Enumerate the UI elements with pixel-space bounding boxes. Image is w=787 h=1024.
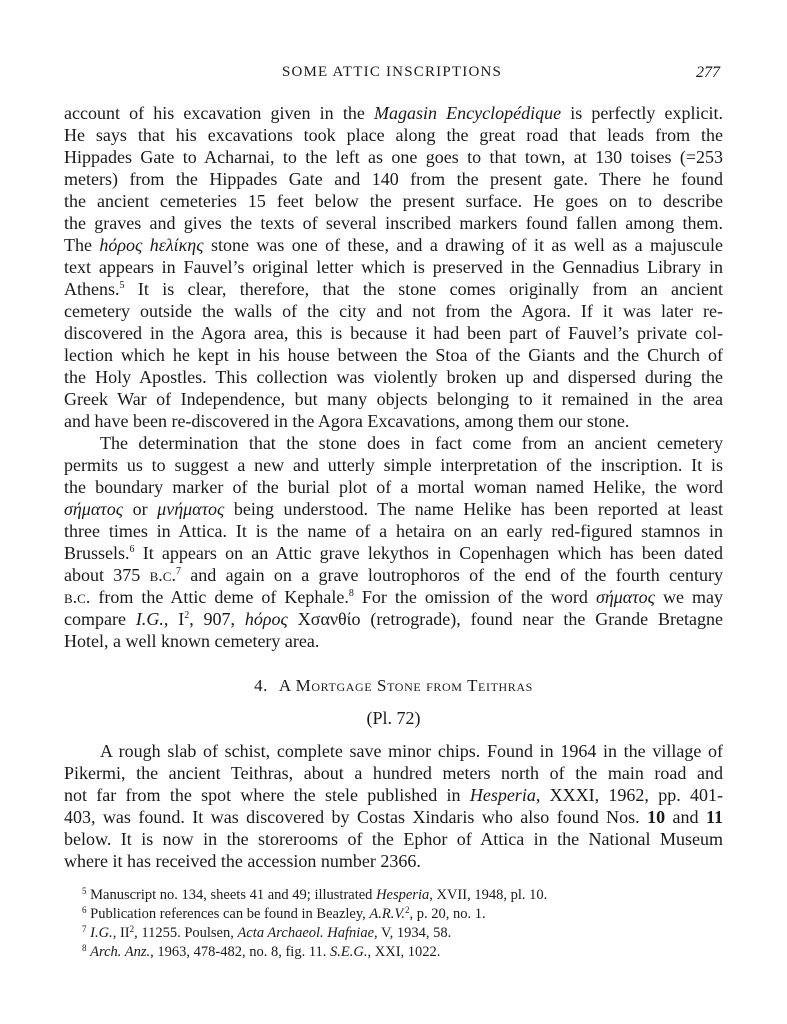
- text-line: [64, 762, 723, 784]
- italic-run: μνήματος: [157, 499, 225, 519]
- text-line: [64, 432, 723, 454]
- text-run: below. It is now in the storerooms of the Ephor of Attica in the National Museum: [64, 829, 723, 849]
- text-line: [64, 498, 723, 520]
- text-run: stone was one of these, and a drawing of it as well as a majuscule: [203, 235, 724, 255]
- plate-reference: (Pl. 72): [366, 708, 421, 728]
- text-line: [64, 564, 723, 586]
- footnote-ref: 7: [175, 566, 181, 577]
- text-line: [64, 124, 723, 146]
- text-line: [64, 388, 723, 410]
- text-run: permits us to suggest a new and utterly simple interpretation of the inscription. It is: [64, 455, 723, 475]
- text-run: Hippades Gate to Acharnai, to the left as one goes to that town, at 130 toises (=253: [64, 147, 723, 167]
- text-line: [64, 806, 723, 828]
- text-run: and have been re-discovered in the Agora Excavations, among them our stone.: [64, 411, 630, 431]
- text-line: [64, 168, 723, 190]
- text-run: being understood. The name Helike has been reported at least: [224, 499, 723, 519]
- text-run: It is clear, therefore, that the stone comes originally from an ancient: [124, 279, 723, 299]
- italic-run: I.G.: [90, 925, 113, 941]
- text-line: [64, 608, 723, 630]
- small-caps-run: b.c.: [64, 587, 91, 607]
- italic-run: Hesperia: [469, 785, 536, 805]
- text-line: [64, 784, 723, 806]
- text-run: the boundary marker of the burial plot of a mortal woman named Helike, the word: [64, 477, 723, 497]
- text-run: Manuscript no. 134, sheets 41 and 49; illustrated: [86, 887, 377, 903]
- text-line: [64, 828, 723, 850]
- text-run: It appears on an Attic grave lekythos in Copenhagen which has been dated: [134, 543, 723, 563]
- running-head: [64, 64, 720, 86]
- text-run: Greek War of Independence, but many objects belonging to it remained in the area: [64, 389, 723, 409]
- italic-run: A.R.V.: [369, 906, 405, 922]
- footnote-ref: 6: [82, 905, 87, 915]
- footnote-ref: 2: [404, 905, 410, 915]
- text-line: [64, 102, 723, 124]
- footnote: [82, 905, 722, 924]
- text-line: [64, 300, 723, 322]
- text-line: [64, 278, 723, 300]
- footnote-ref: 5: [82, 886, 87, 896]
- italic-run: hόρος: [244, 609, 288, 629]
- text-run: meters) from the Hippades Gate and 140 from the present gate. There he found: [64, 169, 723, 189]
- footnote: [82, 943, 722, 962]
- text-line: [64, 850, 723, 872]
- italic-run: I.G.: [135, 609, 164, 629]
- text-line: [64, 454, 723, 476]
- footnotes: [82, 886, 722, 962]
- text-run: , 11255. Poulsen,: [134, 925, 238, 941]
- section-number: 4.: [254, 676, 269, 695]
- text-run: , I: [163, 609, 185, 629]
- footnote: [82, 886, 722, 905]
- text-run: three times in Attica. It is the name of a hetaira on an early red-figured stamnos in: [64, 521, 723, 541]
- text-run: the ancient cemeteries 15 feet below the present surface. He goes on to describe: [64, 191, 723, 211]
- text-run: The determination that the stone does in fact come from an ancient cemetery: [100, 433, 723, 453]
- text-run: the Holy Apostles. This collection was violently broken up and dispersed during the: [64, 367, 723, 387]
- footnote-ref: 7: [82, 924, 87, 934]
- text-run: cemetery outside the walls of the city and not from the Agora. If it was later re-: [64, 301, 723, 321]
- paragraph-2: [64, 432, 723, 652]
- text-run: , V, 1934, 58.: [374, 925, 452, 941]
- text-run: compare: [64, 609, 136, 629]
- text-run: and again on a grave loutrophoros of the end of the fourth century: [180, 565, 723, 585]
- text-run: The: [64, 235, 100, 255]
- footnote-ref: 2: [129, 924, 135, 934]
- italic-run: Magasin Encyclopédique: [373, 103, 562, 123]
- text-run: Hotel, a well known cemetery area.: [64, 631, 320, 651]
- text-run: or: [123, 499, 158, 519]
- text-run: text appears in Fauvel’s original letter which is preserved in the Gennadius Library in: [64, 257, 723, 277]
- text-line: [64, 410, 723, 432]
- text-run: account of his excavation given in the: [64, 103, 374, 123]
- bold-run: 11: [705, 807, 723, 827]
- text-run: lection which he kept in his house between the Stoa of the Giants and the Church of: [64, 345, 723, 365]
- text-line: [64, 520, 723, 542]
- text-run: Brussels.: [64, 543, 130, 563]
- text-run: , II: [112, 925, 130, 941]
- text-run: the graves and gives the texts of several inscribed markers found fallen among them.: [64, 213, 723, 233]
- text-line: [64, 630, 723, 652]
- text-run: and: [665, 807, 706, 827]
- text-line: [64, 344, 723, 366]
- footnote-ref: 2: [184, 610, 190, 621]
- italic-run: Arch. Anz.: [90, 944, 151, 960]
- italic-run: σήματος: [595, 587, 655, 607]
- section-title: A Mortgage Stone from Teithras: [278, 676, 533, 695]
- text-run: not far from the spot where the stele published in: [64, 785, 470, 805]
- text-line: [64, 366, 723, 388]
- text-line: [64, 740, 723, 762]
- paragraph-1: [64, 102, 723, 432]
- text-run: A rough slab of schist, complete save minor chips. Found in 1964 in the village of: [100, 741, 723, 761]
- running-title: SOME ATTIC INSCRIPTIONS: [281, 64, 503, 80]
- footnote-ref: 8: [348, 588, 354, 599]
- text-run: is perfectly explicit.: [561, 103, 723, 123]
- text-line: [64, 190, 723, 212]
- footnote: [82, 924, 722, 943]
- text-line: [64, 146, 723, 168]
- italic-run: Acta Archaeol. Hafniae: [237, 925, 375, 941]
- text-run: , XXXI, 1962, pp. 401-: [535, 785, 723, 805]
- footnote-ref: 5: [119, 280, 125, 291]
- page-number: 277: [696, 64, 720, 81]
- footnote-ref: 6: [129, 544, 135, 555]
- text-run: , p. 20, no. 1.: [409, 906, 486, 922]
- text-line: [64, 256, 723, 278]
- italic-run: S.E.G.: [330, 944, 368, 960]
- text-line: [64, 212, 723, 234]
- text-run: we may: [655, 587, 724, 607]
- text-run: He says that his excavations took place along the great road that leads from the: [64, 125, 723, 145]
- text-run: , 1963, 478-482, no. 8, fig. 11.: [150, 944, 331, 960]
- section-heading: [64, 676, 723, 696]
- text-run: Publication references can be found in Beazley,: [86, 906, 370, 922]
- text-line: [64, 322, 723, 344]
- text-run: Χσανθίο (retrograde), found near the Grande Bretagne: [287, 609, 723, 629]
- italic-run: σήματος: [64, 499, 124, 519]
- text-run: discovered in the Agora area, this is because it had been part of Fauvel’s private col-: [64, 323, 723, 343]
- small-caps-run: b.c.: [149, 565, 176, 585]
- text-run: about 375: [64, 565, 150, 585]
- text-run: from the Attic deme of Kephale.: [90, 587, 349, 607]
- bold-run: 10: [647, 807, 666, 827]
- text-line: [64, 234, 723, 256]
- italic-run: hόρος hελίκης: [99, 235, 204, 255]
- text-line: [64, 586, 723, 608]
- text-run: , 907,: [189, 609, 245, 629]
- text-run: , XVII, 1948, pl. 10.: [429, 887, 548, 903]
- text-run: , XXI, 1022.: [367, 944, 441, 960]
- text-run: 403, was found. It was discovered by Costas Xindaris who also found Nos.: [64, 807, 648, 827]
- text-line: [64, 476, 723, 498]
- paragraph-3: [64, 740, 723, 872]
- footnote-ref: 8: [82, 943, 87, 953]
- text-run: For the omission of the word: [353, 587, 596, 607]
- text-run: Athens.: [64, 279, 120, 299]
- text-run: where it has received the accession number 2366.: [64, 851, 421, 871]
- text-run: Pikermi, the ancient Teithras, about a hundred meters north of the main road and: [64, 763, 723, 783]
- text-line: [64, 542, 723, 564]
- italic-run: Hesperia: [376, 887, 430, 903]
